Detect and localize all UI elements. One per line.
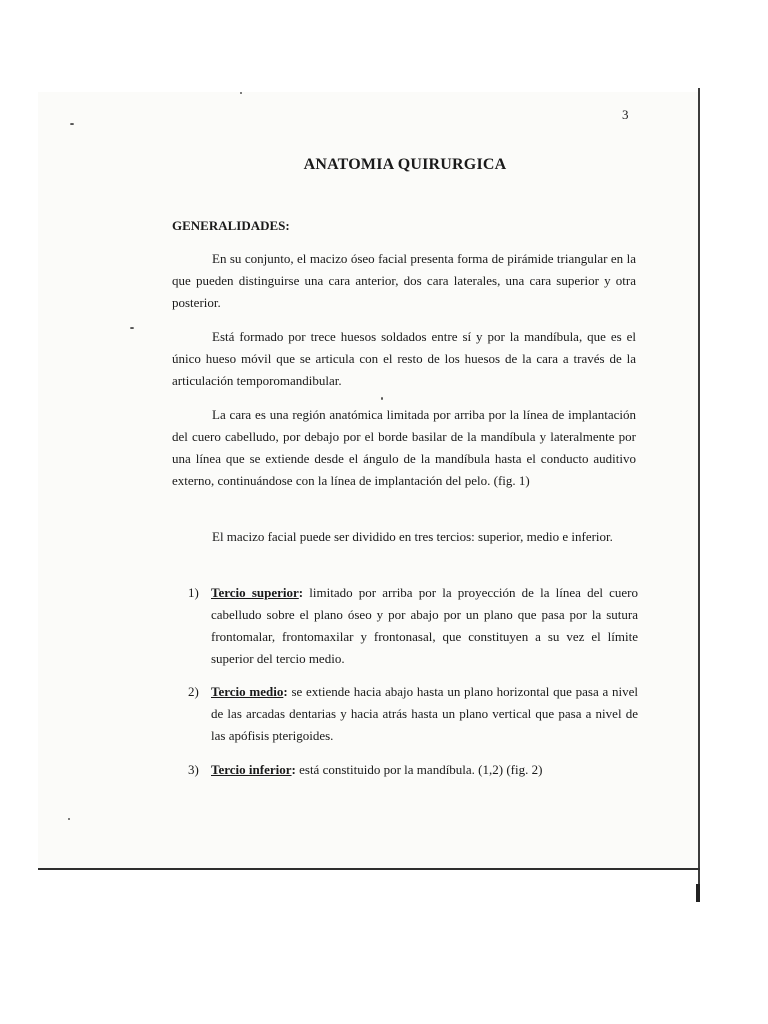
paper-bottom-edge xyxy=(38,868,700,870)
paragraph: Está formado por trece huesos soldados entre sí y por la mandíbula, que es el único hueso móvil que se articula con el resto de los huesos de la cara a través de la articulación temporomandibular. xyxy=(172,329,636,388)
paragraph: La cara es una región anatómica limitada por arriba por la línea de implantación del cuero cabelludo, por debajo por el borde basilar de la mandíbula y lateralmente por una línea que se extiende desde el ángulo de la mandíbula hasta el conducto auditivo externo, continuándose con la línea de implantación del pelo. (fig. 1) xyxy=(172,407,636,488)
list-term-colon: : xyxy=(298,585,304,600)
list-item xyxy=(188,759,638,781)
list-term-colon: : xyxy=(291,762,296,777)
paper-edge-mark xyxy=(696,884,700,902)
paragraph: En su conjunto, el macizo óseo facial presenta forma de pirámide triangular en la que pueden distinguirse una cara anterior, dos cara laterales, una cara superior y otra posterior. xyxy=(172,251,636,310)
paper-right-edge xyxy=(698,88,700,900)
scan-speck xyxy=(70,123,74,125)
list-term: Tercio medio xyxy=(211,684,284,699)
list-term: Tercio superior xyxy=(211,585,299,600)
list-number: 3) xyxy=(188,762,199,777)
list-item-body xyxy=(211,759,638,781)
list-item-body xyxy=(211,582,638,670)
list-number: 2) xyxy=(188,684,199,699)
scan-speck xyxy=(381,397,383,400)
list-item xyxy=(188,582,638,670)
list-term-colon: : xyxy=(283,684,288,699)
scan-speck xyxy=(240,92,242,94)
list-number: 1) xyxy=(188,585,199,600)
list-text: limitado por arriba por la proyección de la línea del cuero cabelludo sobre el plano óseo y por abajo por un plano que pasa por la sutura frontomalar, frontomaxilar y frontonasal, que constituyen a su vez el límite superior del tercio medio. xyxy=(211,585,638,666)
scan-speck xyxy=(68,818,70,820)
scan-speck xyxy=(130,327,134,329)
section-heading: GENERALIDADES: xyxy=(172,218,290,233)
list-item xyxy=(188,681,638,747)
list-item-body xyxy=(211,681,638,747)
page-number: 3 xyxy=(622,107,629,122)
list-term: Tercio inferior xyxy=(211,762,292,777)
paragraph: El macizo facial puede ser dividido en tres tercios: superior, medio e inferior. xyxy=(212,529,613,544)
page-title: ANATOMIA QUIRURGICA xyxy=(303,156,507,173)
list-text: se extiende hacia abajo hasta un plano horizontal que pasa a nivel de las arcadas dentarias y hacia atrás hasta un plano vertical que pasa a nivel de las apófisis pterigoides. xyxy=(211,684,638,743)
list-text: está constituido por la mandíbula. (1,2) (fig. 2) xyxy=(295,762,543,777)
